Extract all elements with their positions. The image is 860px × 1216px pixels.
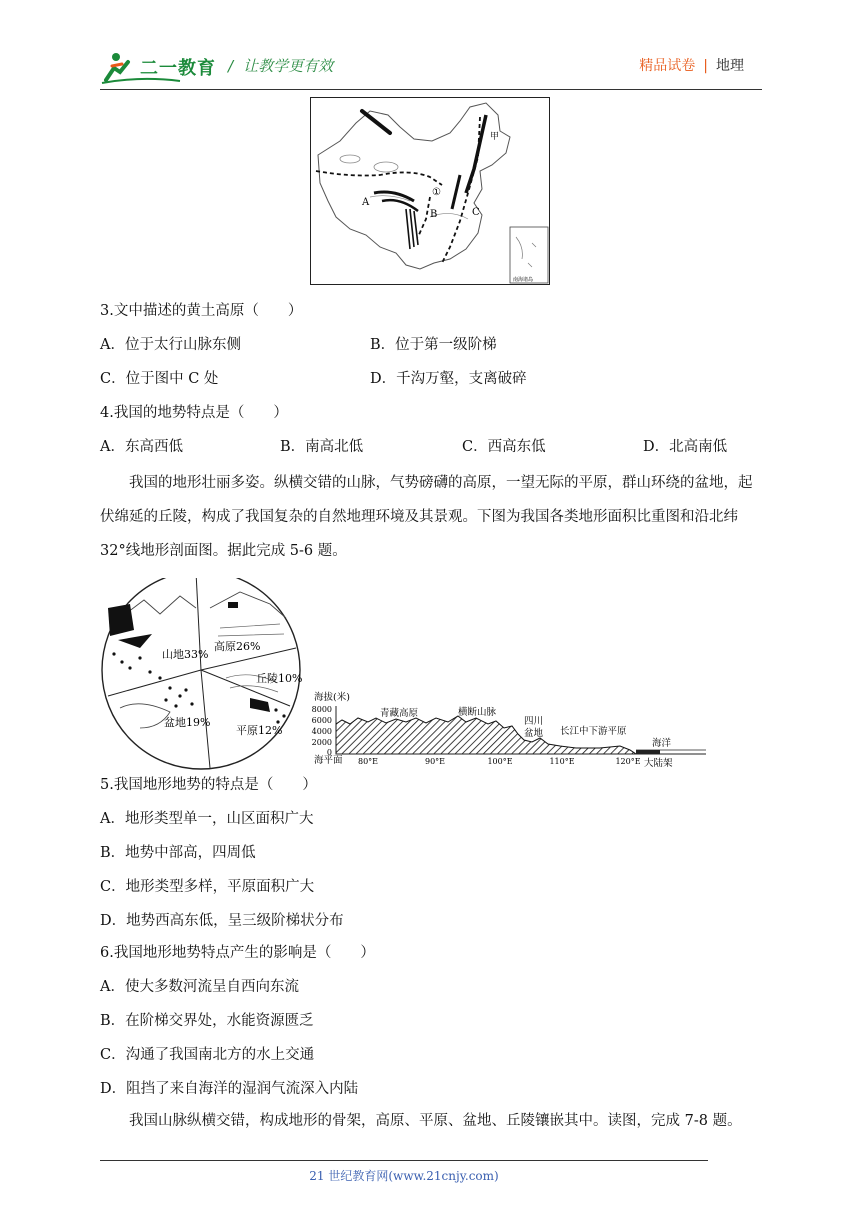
map-label-c: C <box>472 207 480 218</box>
profile-label-ocean: 海洋 <box>652 738 672 749</box>
terrain-profile-chart <box>312 691 706 769</box>
header-meta <box>639 55 744 75</box>
q6-option-c[interactable]: C．沟通了我国南北方的水上交通 <box>100 1047 315 1063</box>
china-map-figure <box>310 97 550 285</box>
q3-option-b[interactable]: B．位于第一级阶梯 <box>370 337 497 353</box>
q5-option-c[interactable]: C．地形类型多样，平原面积广大 <box>100 879 315 895</box>
map-label-1: ① <box>432 187 441 198</box>
map-inset-label: 南海诸岛 <box>513 277 534 283</box>
profile-label-changjiang: 长江中下游平原 <box>560 726 627 737</box>
q5-option-b[interactable]: B．地势中部高，四周低 <box>100 845 256 861</box>
q3-stem: 3.文中描述的黄土高原（ ） <box>100 303 303 319</box>
landform-figure <box>100 578 710 770</box>
profile-label-sichuan-2: 盆地 <box>524 728 544 739</box>
profile-label-shelf: 大陆架 <box>644 758 673 769</box>
q4-option-c[interactable]: C．西高东低 <box>462 439 546 455</box>
q5-stem: 5.我国地形地势的特点是（ ） <box>100 777 317 793</box>
profile-label-sichuan-1: 四川 <box>524 716 544 727</box>
page-header <box>100 44 762 92</box>
profile-sea-level: 海平面 <box>314 755 343 766</box>
profile-xtick-100: 100°E <box>487 757 513 766</box>
q6-option-d[interactable]: D．阻挡了来自海洋的湿润气流深入内陆 <box>100 1081 359 1097</box>
profile-label-qingzang: 青藏高原 <box>380 708 419 719</box>
slogan-separator: / <box>228 57 234 75</box>
q4-option-b[interactable]: B．南高北低 <box>280 439 364 455</box>
q6-option-b[interactable]: B．在阶梯交界处，水能资源匮乏 <box>100 1013 314 1029</box>
q6-option-a[interactable]: A．使大多数河流呈自西向东流 <box>100 979 299 995</box>
landform-svg <box>100 578 710 770</box>
profile-xtick-120: 120°E <box>615 757 641 766</box>
profile-ytick-2000: 2000 <box>311 738 332 747</box>
pie-label-mountain: 山地33% <box>162 648 209 661</box>
profile-ytick-6000: 6000 <box>311 716 332 725</box>
pie-label-plateau: 高原26% <box>214 640 261 653</box>
pie-label-plain: 平原12% <box>236 724 283 737</box>
q4-option-d[interactable]: D．北高南低 <box>643 439 728 455</box>
profile-xtick-80: 80°E <box>357 757 379 766</box>
passage-mountains: 我国山脉纵横交错，构成地形的骨架，高原、平原、盆地、丘陵镶嵌其中。读图，完成 7-8 题。 <box>129 1113 742 1129</box>
slogan <box>228 55 333 76</box>
pie-label-basin: 盆地19% <box>164 716 211 729</box>
subject-label: 地理 <box>716 58 744 74</box>
footer-divider <box>100 1160 708 1161</box>
q4-option-a[interactable]: A．东高西低 <box>100 439 183 455</box>
profile-label-hengduan: 横断山脉 <box>458 707 497 718</box>
landform-pie-chart <box>102 578 302 769</box>
profile-ytick-4000: 4000 <box>311 727 332 736</box>
q6-stem: 6.我国地形地势特点产生的影响是（ ） <box>100 945 375 961</box>
china-map-svg <box>310 97 550 285</box>
q4-stem: 4.我国的地势特点是（ ） <box>100 405 288 421</box>
q3-option-d[interactable]: D．千沟万壑，支离破碎 <box>370 371 527 387</box>
map-label-a: A <box>362 197 370 208</box>
profile-ytick-0: 0 <box>326 748 332 757</box>
q5-option-a[interactable]: A．地形类型单一，山区面积广大 <box>100 811 314 827</box>
map-label-b: B <box>430 209 438 220</box>
slogan-text: 让教学更有效 <box>243 57 334 75</box>
map-inset <box>510 227 548 283</box>
pie-label-hills: 丘陵10% <box>256 672 303 685</box>
header-separator: | <box>703 58 708 74</box>
exam-tag: 精品试卷 <box>639 58 696 74</box>
profile-xtick-90: 90°E <box>424 757 446 766</box>
q3-option-c[interactable]: C．位于图中 C 处 <box>100 371 219 387</box>
header-divider <box>100 89 762 90</box>
passage-landforms: 我国的地形壮丽多姿。纵横交错的山脉，气势磅礴的高原，一望无际的平原，群山环绕的盆地，起伏绵延的丘陵，构成了我国复杂的自然地理环境及其景观。下图为我国各类地形面积比重图和沿北纬 32°线地形剖面图。据此完成 5-6 题。 <box>100 475 753 559</box>
footer-source: 21 世纪教育网(www.21cnjy.com) <box>309 1169 499 1183</box>
map-label-jia: 甲 <box>490 132 500 142</box>
q5-option-d[interactable]: D．地势西高东低，呈三级阶梯状分布 <box>100 913 344 929</box>
q3-option-a[interactable]: A．位于太行山脉东侧 <box>100 337 241 353</box>
profile-xtick-110: 110°E <box>549 757 575 766</box>
profile-ylabel: 海拔(米) <box>314 692 350 703</box>
brand-name: 二一教育 <box>140 58 216 79</box>
profile-ytick-8000: 8000 <box>311 705 332 714</box>
